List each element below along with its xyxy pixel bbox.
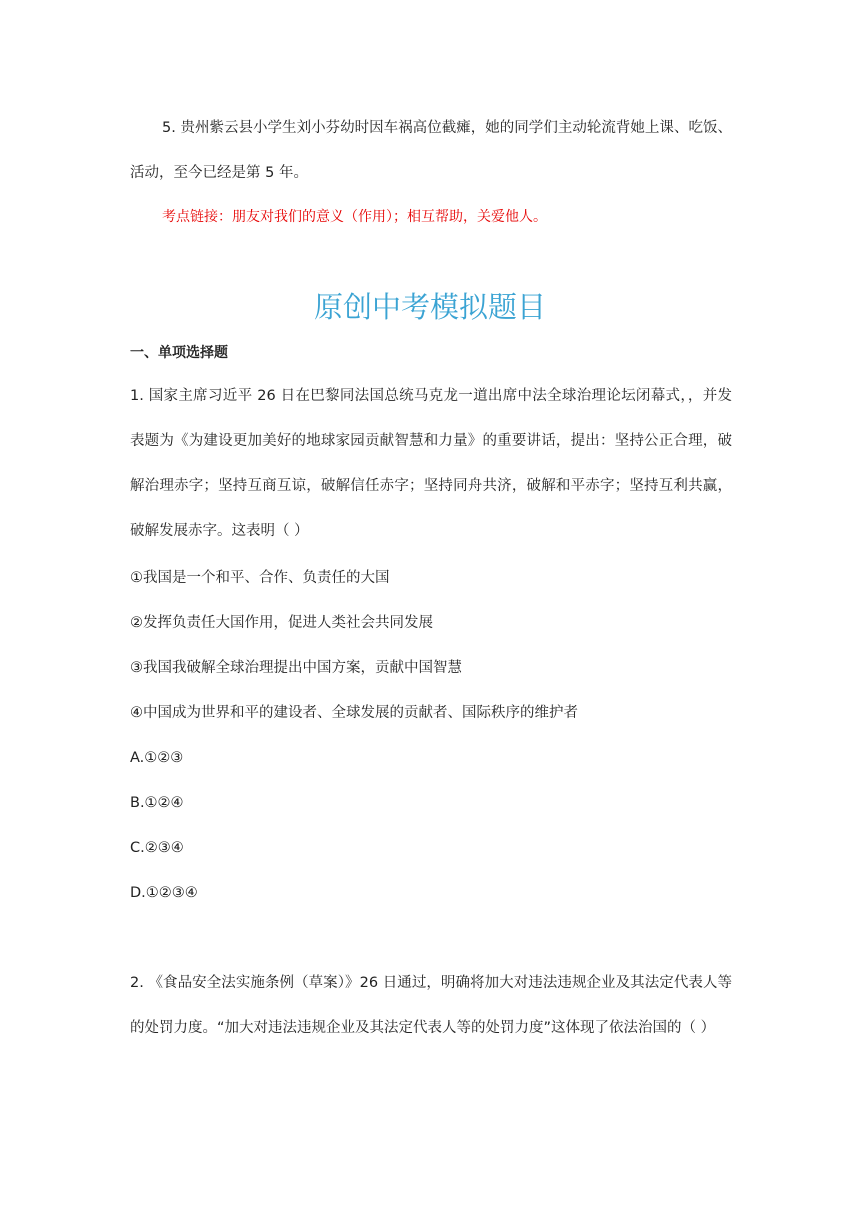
- question-5-text: 5. 贵州紫云县小学生刘小芬幼时因车祸高位截瘫，她的同学们主动轮流背她上课、吃饭、活动，至今已经是第 5 年。: [130, 120, 732, 181]
- question-1-option-d: D.①②③④: [130, 885, 198, 901]
- section-heading: 一、单项选择题: [130, 345, 228, 361]
- question-1-item: ③我国我破解全球治理提出中国方案，贡献中国智慧: [130, 660, 462, 676]
- question-1-option-b: B.①②④: [130, 795, 184, 811]
- question-1-item: ①我国是一个和平、合作、负责任的大国: [130, 570, 390, 586]
- question-1-stem: 1. 国家主席习近平 26 日在巴黎同法国总统马克龙一道出席中法全球治理论坛闭幕式，，并发表题为《为建设更加美好的地球家园贡献智慧和力量》的重要讲话，提出：坚持公正合理，破解治理赤字；坚持互商互谅，破解信任赤字；坚持同舟共济，破解和平赤字；坚持互利共赢，破解发展赤字。这表明（ ）: [130, 388, 732, 539]
- question-1-option-c: C.②③④: [130, 840, 184, 856]
- page-title: 原创中考模拟题目: [313, 290, 546, 324]
- question-1-item: ②发挥负责任大国作用，促进人类社会共同发展: [130, 615, 433, 631]
- question-1-option-a: A.①②③: [130, 750, 184, 766]
- exam-point-link: 考点链接：朋友对我们的意义（作用）；相互帮助，关爱他人。: [162, 209, 547, 225]
- question-2-stem: 2. 《食品安全法实施条例（草案）》26 日通过，明确将加大对违法违规企业及其法定代表人等的处罚力度。“加大对违法违规企业及其法定代表人等的处罚力度”这体现了依法治国的（ ）: [130, 975, 732, 1036]
- question-1-item: ④中国成为世界和平的建设者、全球发展的贡献者、国际秩序的维护者: [130, 705, 578, 721]
